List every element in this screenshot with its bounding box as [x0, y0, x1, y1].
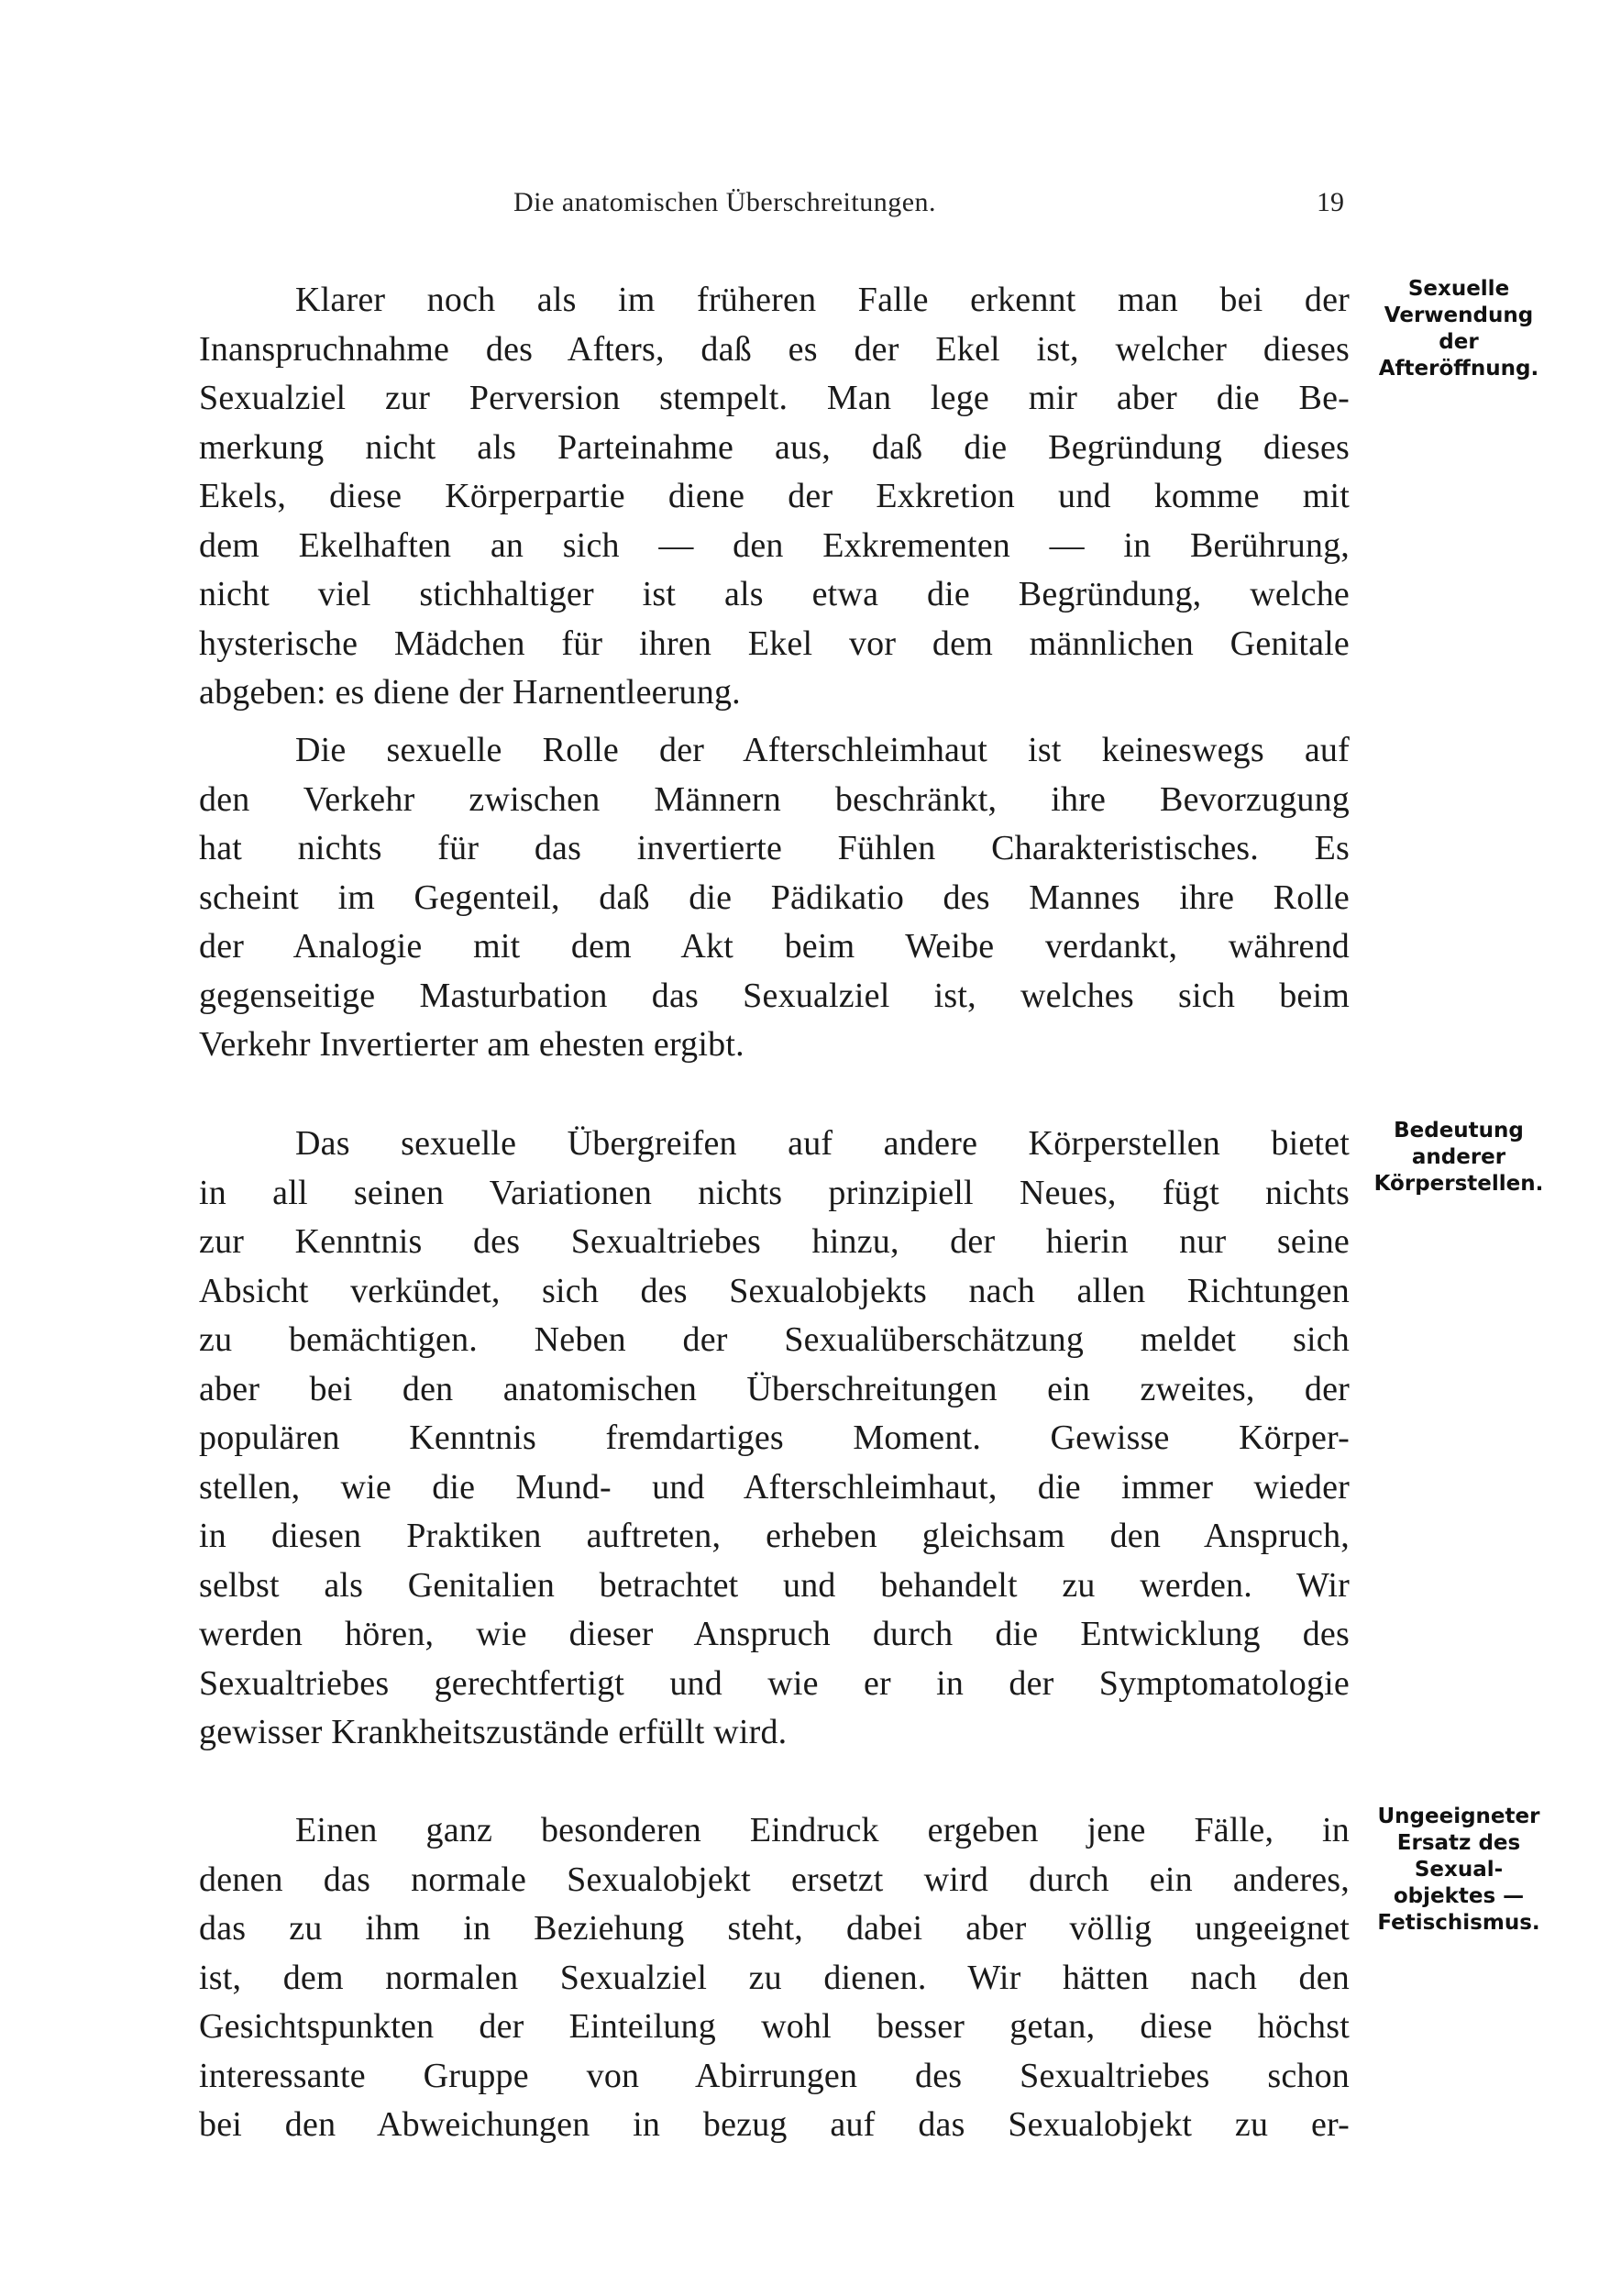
text-line: zur Kenntnis des Sexualtriebes hinzu, der hierin nur seine — [199, 1222, 1350, 1261]
paragraph-4 — [199, 1806, 1350, 2150]
margin-note-line: Sexual- — [1414, 1858, 1504, 1882]
margin-note-line: Körperstellen. — [1373, 1172, 1544, 1196]
text-line: merkung nicht als Parteinahme aus, daß die Begründung dieses — [199, 427, 1350, 467]
margin-note-line: anderer — [1411, 1145, 1506, 1169]
text-line: stellen, wie die Mund- und Afterschleimhaut, die immer wieder — [199, 1467, 1350, 1507]
margin-note-line: der — [1439, 330, 1479, 354]
page-number: 19 — [1317, 187, 1344, 217]
text-line: hysterische Mädchen für ihren Ekel vor dem männlichen Genitale — [199, 624, 1350, 663]
text-line: Ekels, diese Körperpartie diene der Exkretion und komme mit — [199, 477, 1350, 515]
text-line: Das sexuelle Übergreifen auf andere Körperstellen bietet — [295, 1124, 1350, 1163]
margin-note-line: Afteröffnung. — [1378, 357, 1539, 381]
text-line: dem Ekelhaften an sich — den Exkrementen — in Berührung, — [199, 525, 1350, 565]
text-line: abgeben: es diene der Harnentleerung. — [199, 673, 741, 712]
text-line: ist, dem normalen Sexualziel zu dienen. Wir hätten nach den — [199, 1958, 1350, 1997]
margin-note-koerperstellen — [1353, 1118, 1564, 1198]
margin-note-line: Bedeutung — [1394, 1119, 1524, 1142]
text-line: populären Kenntnis fremdartiges Moment. Gewisse Körper- — [199, 1418, 1350, 1457]
text-line: denen das normale Sexualobjekt ersetzt wird durch ein anderes, — [199, 1860, 1350, 1899]
text-line: interessante Gruppe von Abirrungen des Sexualtriebes schon — [199, 2056, 1350, 2095]
text-line: werden hören, wie dieser Anspruch durch die Entwicklung des — [199, 1615, 1350, 1653]
text-line: Absicht verkündet, sich des Sexualobjekts nach allen Richtungen — [199, 1271, 1350, 1310]
text-line: in diesen Praktiken auftreten, erheben gleichsam den Anspruch, — [199, 1517, 1350, 1555]
margin-note-line: Ungeeigneter — [1377, 1805, 1540, 1828]
text-line: in all seinen Variationen nichts prinzipiell Neues, fügt nichts — [199, 1173, 1350, 1212]
text-line: gegenseitige Masturbation das Sexualziel ist, welches sich beim — [199, 976, 1350, 1015]
paragraph-1 — [199, 276, 1350, 718]
text-line: den Verkehr zwischen Männern beschränkt, ihre Bevorzugung — [199, 779, 1350, 819]
text-line: Einen ganz besonderen Eindruck ergeben jene Fälle, in — [295, 1811, 1350, 1849]
text-line: der Analogie mit dem Akt beim Weibe verdankt, während — [199, 927, 1350, 966]
text-line: Klarer noch als im früheren Falle erkennt man bei der — [295, 281, 1350, 319]
text-line: Verkehr Invertierter am ehesten ergibt. — [199, 1025, 744, 1064]
text-line: gewisser Krankheitszustände erfüllt wird. — [199, 1713, 788, 1751]
text-line: hat nichts für das invertierte Fühlen Charakteristisches. Es — [199, 829, 1350, 867]
text-line: Inanspruchnahme des Afters, daß es der Ekel ist, welcher dieses — [199, 329, 1350, 369]
margin-note-fetischismus — [1353, 1804, 1564, 1937]
text-line: zu bemächtigen. Neben der Sexualüberschätzung meldet sich — [199, 1320, 1350, 1359]
margin-note-line: Verwendung — [1384, 304, 1534, 327]
text-line: aber bei den anatomischen Überschreitungen ein zweites, der — [199, 1369, 1350, 1408]
text-line: scheint im Gegenteil, daß die Pädikatio des Mannes ihre Rolle — [199, 878, 1350, 917]
paragraph-2 — [199, 726, 1350, 1070]
text-line: Sexualziel zur Perversion stempelt. Man lege mir aber die Be- — [199, 379, 1350, 417]
margin-note-line: Sexuelle — [1407, 277, 1510, 301]
running-title: Die anatomischen Überschreitungen. — [513, 187, 937, 217]
text-line: bei den Abweichungen in bezug auf das Sexualobjekt zu er- — [199, 2105, 1350, 2144]
text-line: Sexualtriebes gerechtfertigt und wie er in der Symptomatologie — [199, 1663, 1350, 1703]
margin-note-afteroeffnung — [1353, 276, 1564, 382]
text-line: nicht viel stichhaltiger ist als etwa die Begründung, welche — [199, 575, 1350, 613]
text-line: das zu ihm in Beziehung steht, dabei aber völlig ungeeignet — [199, 1909, 1350, 1948]
margin-note-line: objektes — — [1393, 1884, 1525, 1908]
text-line: Die sexuelle Rolle der Afterschleimhaut ist keineswegs auf — [295, 731, 1350, 769]
text-line: selbst als Genitalien betrachtet und behandelt zu werden. Wir — [199, 1565, 1350, 1605]
paragraph-3 — [199, 1120, 1350, 1758]
margin-note-line: Fetischismus. — [1377, 1911, 1540, 1935]
text-line: Gesichtspunkten der Einteilung wohl besser getan, diese höchst — [199, 2007, 1350, 2046]
margin-note-line: Ersatz des — [1396, 1831, 1521, 1855]
